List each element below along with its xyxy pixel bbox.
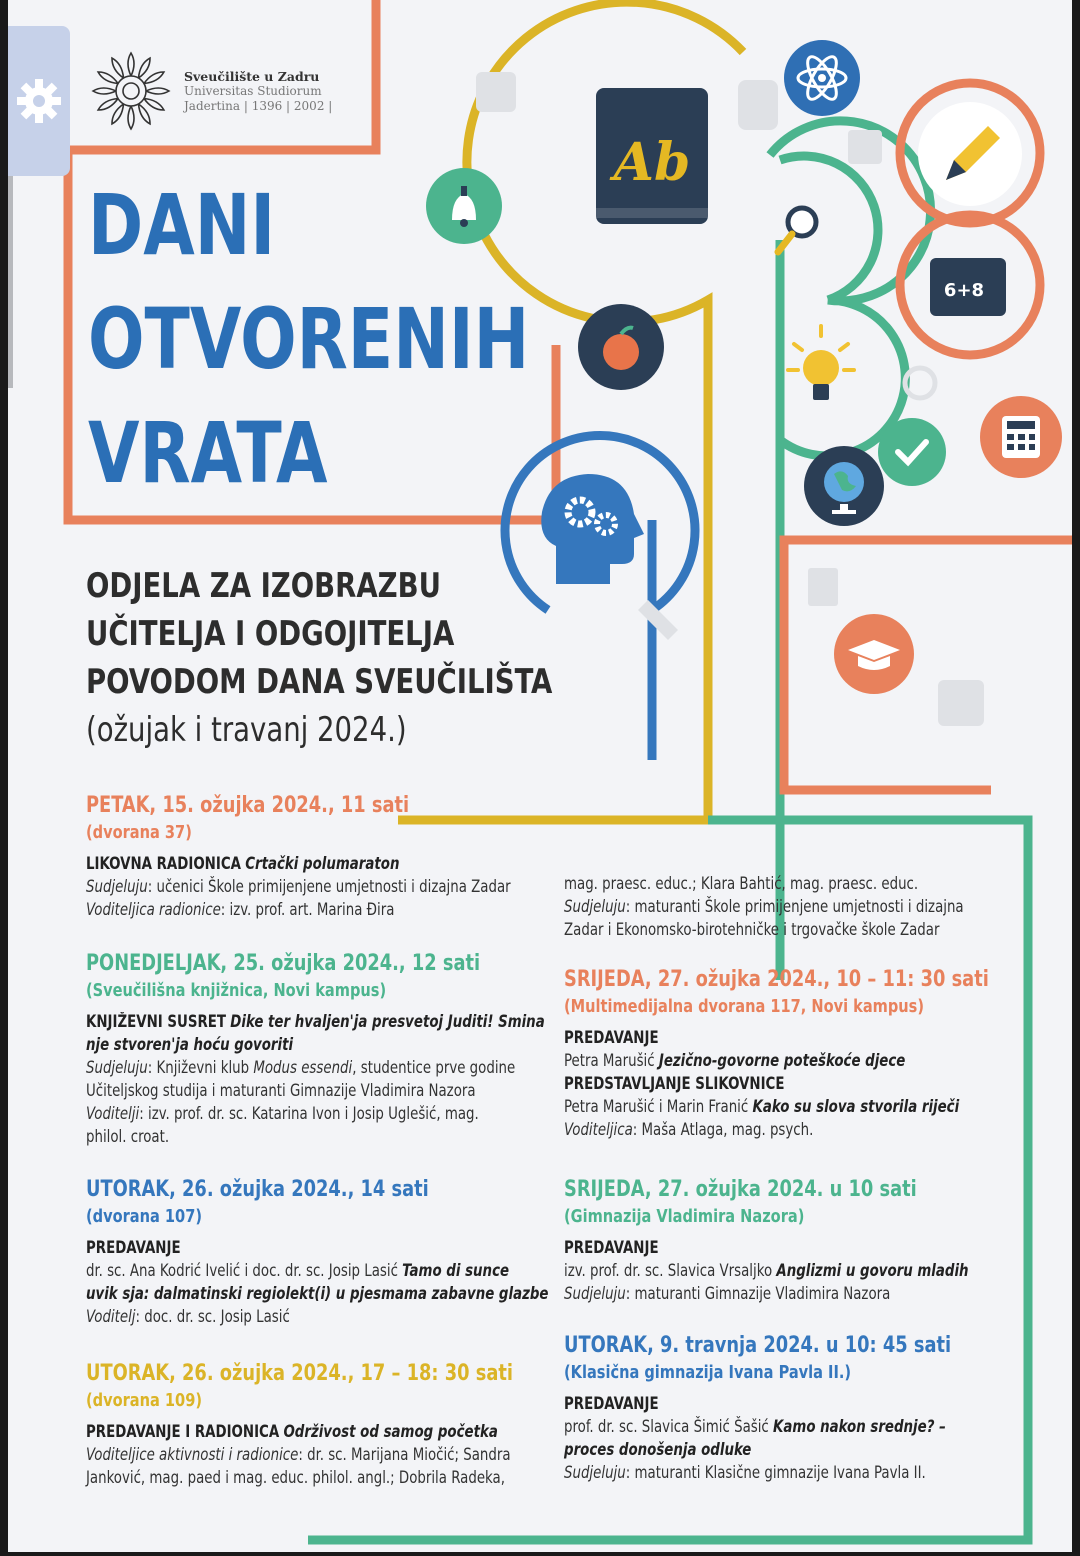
event-7: [564, 1332, 1034, 1484]
participants-line-2: Zadar i Ekonomsko-birotehničke i trgovačke škole Zadar: [564, 920, 940, 939]
event-venue: (Gimnazija Vladimira Nazora): [564, 1206, 805, 1227]
participants-text-2: , studentice prve godine: [352, 1058, 516, 1077]
event-type: KNJIŽEVNI SUSRET: [86, 1012, 227, 1031]
event-2: [86, 950, 556, 1148]
participants-label: Sudjeluju: [564, 897, 626, 916]
head-gears-icon: [536, 468, 646, 588]
speaker: prof. dr. sc. Slavica Šimić Šašić: [564, 1417, 769, 1436]
event-type-2: PREDSTAVLJANJE SLIKOVNICE: [564, 1074, 785, 1093]
university-logo: [90, 50, 332, 132]
event-venue: (Sveučilišna knjižnica, Novi kampus): [86, 980, 387, 1001]
leader-line-2: Janković, mag. paed i mag. educ. philol. angl.; Dobrila Radeka,: [86, 1468, 505, 1487]
subtitle-line-3: POVODOM DANA SVEUČILIŠTA: [86, 662, 553, 702]
checkmark-icon: [878, 418, 946, 486]
participants-text: : maturanti Gimnazije Vladimira Nazora: [625, 1284, 891, 1303]
leader-label: Voditelji: [86, 1104, 140, 1123]
graduation-cap-icon: [834, 614, 914, 694]
event-5: [564, 966, 1034, 1141]
leader-label: Voditelj: [86, 1307, 136, 1326]
event-venue: (Multimedijalna dvorana 117, Novi kampus): [564, 996, 925, 1017]
title-line-3: VRATA: [88, 404, 328, 502]
event-6: [564, 1176, 1034, 1305]
main-title: [88, 168, 530, 510]
event-type: PREDAVANJE: [564, 1394, 659, 1413]
leader-text: : Maša Atlaga, mag. psych.: [632, 1120, 814, 1139]
event-title-2: uvik sja: dalmatinski regiolekt(i) u pjesmama zabavne glazbe: [86, 1284, 549, 1303]
leader-line-2: philol. croat.: [86, 1127, 170, 1146]
poster: [8, 0, 1072, 1552]
speaker-1: Petra Marušić: [564, 1051, 655, 1070]
leader-label: Voditeljice aktivnosti i radionice: [86, 1445, 299, 1464]
calculator-icon: [980, 396, 1062, 478]
event-type: PREDAVANJE I RADIONICA: [86, 1422, 280, 1441]
event-1: [86, 792, 556, 921]
event-title-2: nje stvoren'ja hoću govoriti: [86, 1035, 294, 1054]
event-title-1: Dike ter hvaljen'ja presvetoj Juditi! Smina: [230, 1012, 545, 1031]
magnifier-icon: [774, 202, 824, 258]
leader-text: : izv. prof. dr. sc. Katarina Ivon i Josip Uglešić, mag.: [139, 1104, 479, 1123]
participants-text: : Književni klub: [147, 1058, 250, 1077]
event-title-1: Jezično-govorne poteškoće djece: [658, 1051, 906, 1070]
event-type: LIKOVNA RADIONICA: [86, 854, 241, 873]
leader-line-3: mag. praesc. educ.; Klara Bahtić, mag. praesc. educ.: [564, 874, 919, 893]
event-title-2: Kako su slova stvorila riječi: [752, 1097, 960, 1116]
book-icon: [596, 88, 708, 224]
event-4: [86, 1360, 556, 1489]
speaker-2: Petra Marušić i Marin Franić: [564, 1097, 749, 1116]
logo-line-2: Universitas Studiorum: [184, 83, 322, 98]
participants-label: Sudjeluju: [86, 877, 148, 896]
event-title: Crtački polumaraton: [245, 854, 400, 873]
event-date: UTORAK, 26. ožujka 2024., 14 sati: [86, 1177, 429, 1202]
event-title: Anglizmi u govoru mladih: [776, 1261, 969, 1280]
gear-icon[interactable]: [16, 78, 62, 124]
event-title-1: Tamo di sunce: [402, 1261, 510, 1280]
title-line-2: OTVORENIH: [88, 290, 530, 388]
speaker: izv. prof. dr. sc. Slavica Vrsaljko: [564, 1261, 773, 1280]
settings-tab[interactable]: [8, 26, 70, 176]
globe-icon: [804, 446, 884, 526]
lightbulb-icon: [786, 322, 856, 412]
participants-label: Sudjeluju: [564, 1284, 626, 1303]
chalkboard-icon: [930, 258, 1006, 316]
participants-text: : učenici Škole primijenjene umjetnosti i dizajna Zadar: [147, 877, 511, 896]
event-venue: (dvorana 107): [86, 1206, 203, 1227]
title-line-1: DANI: [88, 176, 276, 274]
participants-text: : maturanti Klasične gimnazije Ivana Pavla II.: [625, 1463, 926, 1482]
event-title: Održivost od samog početka: [283, 1422, 498, 1441]
subtitle: [86, 562, 553, 754]
participants-line-2: Učiteljskog studija i maturanti Gimnazije Vladimira Nazora: [86, 1081, 476, 1100]
event-4-continued: [564, 872, 1034, 941]
event-title-1: Kamo nakon srednje? –: [773, 1417, 946, 1436]
event-type: PREDAVANJE: [564, 1238, 659, 1257]
event-3: [86, 1176, 556, 1328]
atom-icon: [784, 40, 860, 116]
event-venue: (Klasična gimnazija Ivana Pavla II.): [564, 1362, 852, 1383]
event-date: SRIJEDA, 27. ožujka 2024. u 10 sati: [564, 1177, 917, 1202]
event-title-2: proces donošenja odluke: [564, 1440, 752, 1459]
subtitle-line-4: (ožujak i travanj 2024.): [86, 710, 407, 750]
event-date: PETAK, 15. ožujka 2024., 11 sati: [86, 793, 410, 818]
book-label: Ab: [613, 132, 691, 193]
event-type-1: PREDAVANJE: [564, 1028, 659, 1047]
event-date: UTORAK, 26. ožujka 2024., 17 – 18: 30 sati: [86, 1361, 513, 1386]
event-date: UTORAK, 9. travnja 2024. u 10: 45 sati: [564, 1333, 952, 1358]
club-name: Modus essendi: [253, 1058, 353, 1077]
scrollbar[interactable]: [8, 176, 13, 388]
event-date: SRIJEDA, 27. ožujka 2024., 10 – 11: 30 sati: [564, 967, 989, 992]
speakers: dr. sc. Ana Kodrić Ivelić i doc. dr. sc. Josip Lasić: [86, 1261, 398, 1280]
participants-text: : maturanti Škole primijenjene umjetnosti i dizajna: [625, 897, 964, 916]
leader-label: Voditeljica: [564, 1120, 633, 1139]
leader-text: : izv. prof. art. Marina Đira: [220, 900, 395, 919]
logo-line-3: Jadertina | 1396 | 2002 |: [184, 98, 333, 113]
leader-label: Voditeljica radionice: [86, 900, 221, 919]
subtitle-line-2: UČITELJA I ODGOJITELJA: [86, 614, 455, 654]
event-date: PONEDJELJAK, 25. ožujka 2024., 12 sati: [86, 951, 481, 976]
event-type: PREDAVANJE: [86, 1238, 181, 1257]
university-emblem: [90, 50, 172, 132]
participants-label: Sudjeluju: [564, 1463, 626, 1482]
apple-icon: [578, 304, 664, 390]
event-venue: (dvorana 37): [86, 822, 192, 843]
pencil-icon: [918, 102, 1022, 206]
logo-line-1: Sveučilište u Zadru: [184, 68, 320, 84]
chalkboard-label: 6+8: [943, 280, 985, 301]
participants-label: Sudjeluju: [86, 1058, 148, 1077]
subtitle-line-1: ODJELA ZA IZOBRAZBU: [86, 566, 441, 606]
leader-text: : dr. sc. Marijana Miočić; Sandra: [298, 1445, 511, 1464]
leader-text: : doc. dr. sc. Josip Lasić: [135, 1307, 290, 1326]
event-venue: (dvorana 109): [86, 1390, 203, 1411]
